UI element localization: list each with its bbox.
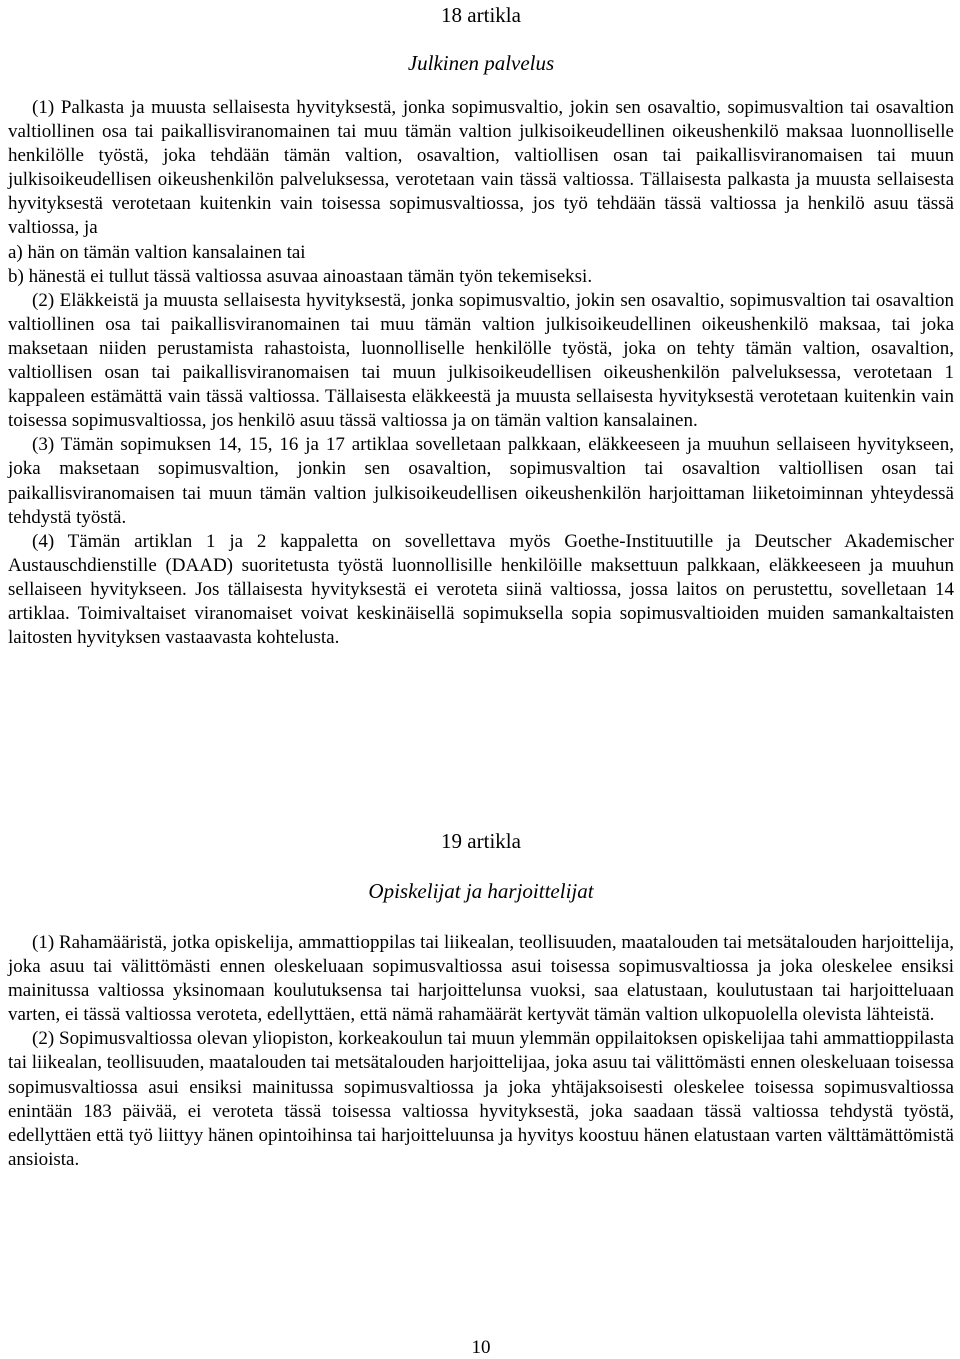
article-19-heading: 19 artikla [441,829,521,853]
page-number: 10 [471,1337,491,1358]
article-18-paragraph-3: (3) Tämän sopimuksen 14, 15, 16 ja 17 artiklaa sovelletaan palkkaan, eläkkeeseen ja muuhun sellaiseen hyvitykseen, joka maksetaan sopimusvaltion, jonkin sen osavaltion, sopimusvaltion tai osavaltion valtiollisen osan tai paikallisviranomaisen tai muun tämän valtion julkisoikeudellisen oikeushenkilön harjoittaman liiketoiminnan yhteydessä tehdystä työstä. [8,434,954,528]
article-18-paragraph-1: (1) Palkasta ja muusta sellaisesta hyvityksestä, jonka sopimusvaltio, jokin sen osavaltio, sopimusvaltion tai osavaltion valtiollinen osa tai paikallisviranomainen tai muu tämän valtion julkisoikeudellinen oikeushenkilö maksaa luonnolliselle henkilölle työstä, joka tehdään tämän valtion, osavaltion, valtiollisen osan tai paikallisviranomaisen tai muun julkisoikeudellisen oikeushenkilön palveluksessa, verotetaan vain tässä valtiossa. Tällaisesta palkasta ja muusta sellaisesta hyvityksestä verotetaan kuitenkin vain toisessa sopimusvaltiossa, jos työ tehdään tässä valtiossa ja henkilö asuu tässä valtiossa, ja [8,97,954,239]
article-18-paragraph-2: (2) Eläkkeistä ja muusta sellaisesta hyvityksestä, jonka sopimusvaltio, jokin sen osavaltio, sopimusvaltion tai osavaltion valtiollinen osa tai paikallisviranomainen tai muu tämän valtion julkisoikeudellinen oikeushenkilö maksaa, tai joka maksetaan niiden perustamista rahastoista, luonnolliselle henkilölle työstä, joka on tehty tämän valtion, osavaltion, valtiollisen osan tai paikallisviranomaisen tai muun julkisoikeudellisen oikeushenkilön palveluksessa, verotetaan 1 kappaleen estämättä vain tässä valtiossa. Tällaisesta eläkkeestä ja muusta sellaisesta hyvityksestä verotetaan kuitenkin vain toisessa sopimusvaltiossa, jos henkilö asuu tässä valtiossa ja on tämän valtion kansalainen. [8,289,954,432]
article-18-body [8,96,954,650]
article-18-paragraph-4: (4) Tämän artiklan 1 ja 2 kappaletta on sovellettava myös Goethe-Instituutille ja Deutscher Akademischer Austauschdienstille (DAAD) suoritetusta työstä luonnollisille henkilöille maksettuun palkkaan, eläkkeeseen ja muuhun sellaiseen hyvitykseen. Jos tällaisesta hyvityksestä ei veroteta siinä valtiossa, jossa laitos on perustettu, sovelletaan 14 artiklaa. Toimivaltaiset viranomaiset voivat keskinäisellä sopimuksella sopia sopimusvaltioiden muiden samankaltaisten laitosten hyvityksen vastaavasta kohtelusta. [8,530,954,649]
document-page [8,0,954,1359]
article-18-item-b: b) hänestä ei tullut tässä valtiossa asuvaa ainoastaan tämän työn tekemiseksi. [8,265,593,287]
article-19-paragraph-2: (2) Sopimusvaltiossa olevan yliopiston, korkeakoulun tai muun ylemmän oppilaitoksen opiskelijaa tahi ammattioppilasta tai liikealan, teollisuuden, maatalouden tai metsätalouden harjoittelijaa, joka asuu tai välittömästi ennen oleskeluaan toisessa sopimusvaltiossa asui ensiksi mainitussa sopimusvaltiossa ja joka yhtäjaksoisesti oleskelee toisessa sopimusvaltiossa enintään 183 päivää, ei veroteta tässä toisessa valtiossa hyvityksestä, joka saadaan tässä valtiossa tehdystä työstä, edellyttäen että työ liittyy hänen opintoihinsa tai harjoitteluunsa ja hyvitys koostuu hänen elatustaan varten välttämättömistä ansioista. [8,1028,954,1170]
article-19-title: Opiskelijat ja harjoittelijat [368,879,594,903]
article-18-title: Julkinen palvelus [407,51,555,75]
article-19-body [8,931,954,1172]
article-19-paragraph-1: (1) Rahamääristä, jotka opiskelija, ammattioppilas tai liikealan, teollisuuden, maatalouden tai metsätalouden harjoittelija, joka asuu tai välittömästi ennen oleskeluaan sopimusvaltiossa asui toisessa sopimusvaltiossa ja joka oleskelee ensiksi mainitussa valtiossa yksinomaan koulutuksensa tai harjoittelunsa vuoksi, saa elatustaan, koulutustaan tai harjoitteluaan varten, ei tässä valtiossa veroteta, edellyttäen, että nämä rahamäärät kertyvät tämän valtion ulkopuolella olevista lähteistä. [8,932,954,1026]
article-18-item-a: a) hän on tämän valtion kansalainen tai [8,241,306,263]
article-18-heading: 18 artikla [441,3,521,27]
